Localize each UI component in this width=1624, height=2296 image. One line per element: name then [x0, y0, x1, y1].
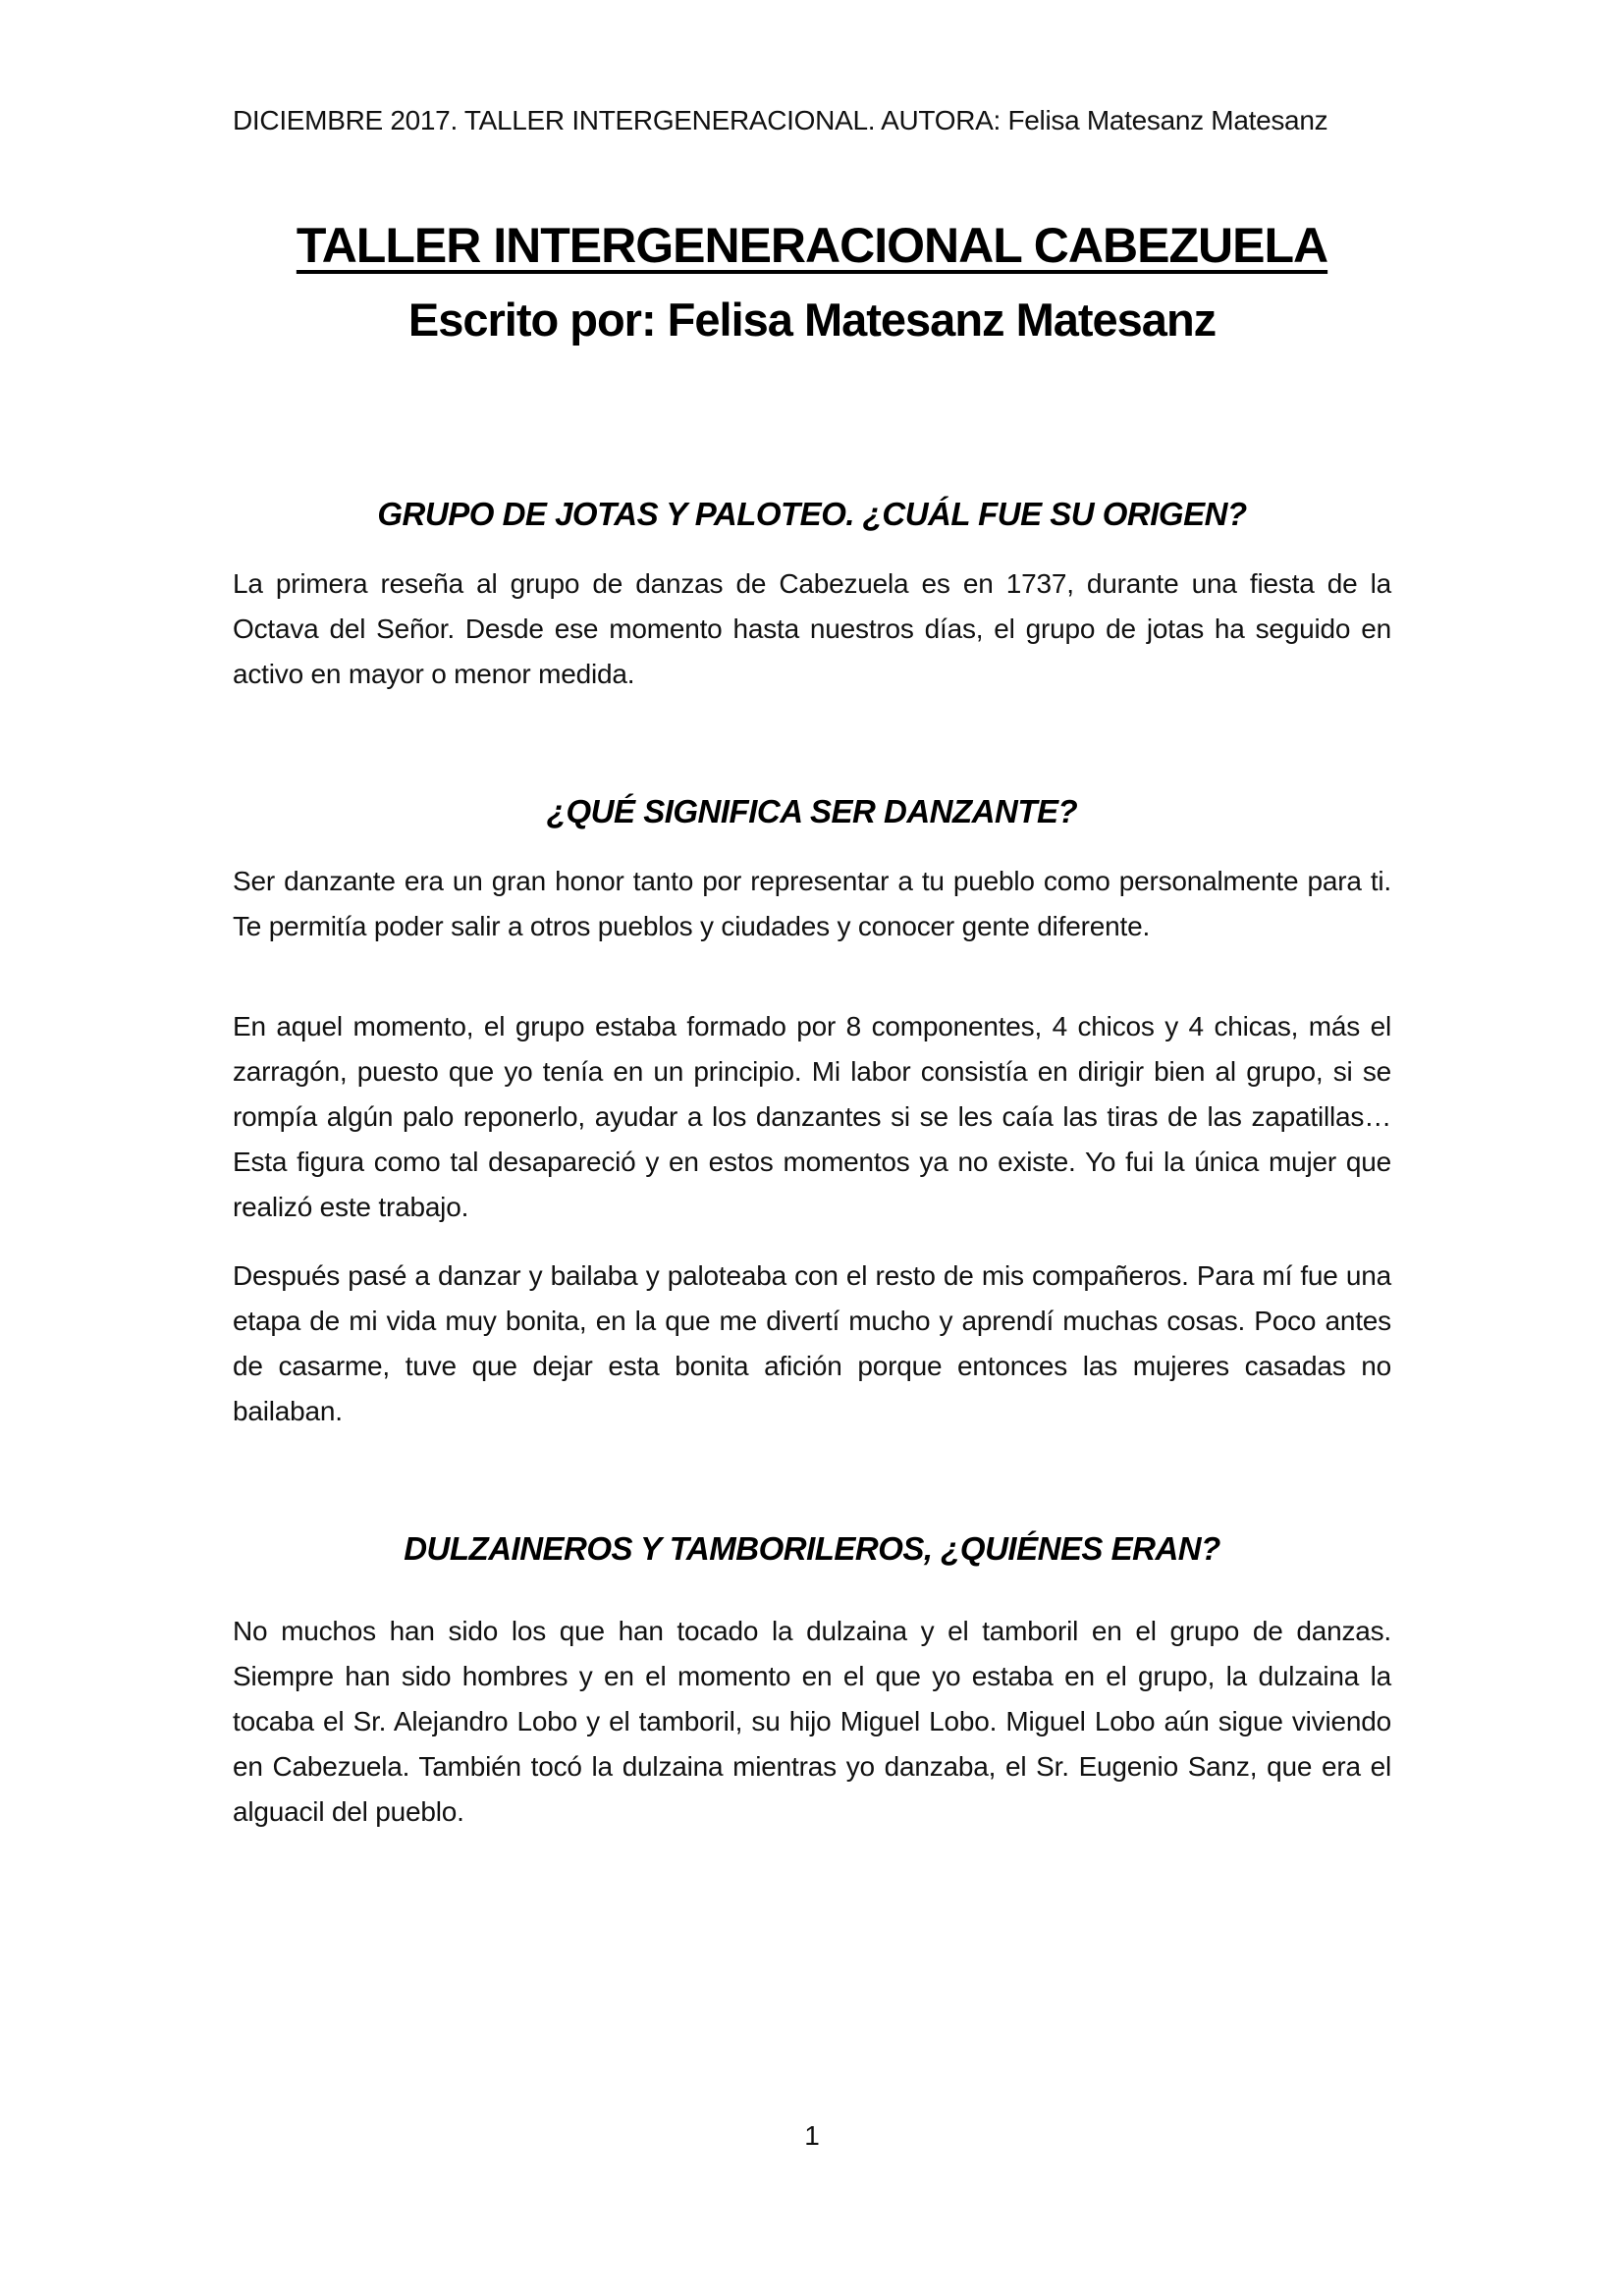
section-heading-dulzaineros: DULZAINEROS Y TAMBORILEROS, ¿QUIÉNES ERAN?: [404, 1530, 1220, 1567]
running-header: DICIEMBRE 2017. TALLER INTERGENERACIONAL. AUTORA: Felisa Matesanz Matesanz: [233, 105, 1328, 135]
paragraph-danzante-2: En aquel momento, el grupo estaba formado por 8 componentes, 4 chicos y 4 chicas, más el zarragón, puesto que yo tenía en un principio. Mi labor consistía en dirigir bien al grupo, si se rompía algún palo reponerlo, ayudar a los danzantes si se les caía las tiras de las zapatillas… Esta figura como tal desapareció y en estos momentos ya no existe. Yo fui la única mujer que realizó este trabajo.: [233, 1011, 1391, 1222]
paragraph-origen-1: La primera reseña al grupo de danzas de Cabezuela es en 1737, durante una fiesta de la Octava del Señor. Desde ese momento hasta nuestros días, el grupo de jotas ha seguido en activo en mayor o menor medida.: [233, 568, 1391, 689]
paragraph-dulzaineros-1: No muchos han sido los que han tocado la dulzaina y el tamboril en el grupo de danzas. Siempre han sido hombres y en el momento en el que yo estaba en el grupo, la dulzaina la tocaba el Sr. Alejandro Lobo y el tamboril, su hijo Miguel Lobo. Miguel Lobo aún sigue viviendo en Cabezuela. También tocó la dulzaina mientras yo danzaba, el Sr. Eugenio Sanz, que era el alguacil del pueblo.: [233, 1616, 1391, 1827]
document-subtitle: Escrito por: Felisa Matesanz Matesanz: [407, 294, 1217, 346]
document-title: TALLER INTERGENERACIONAL CABEZUELA: [296, 218, 1328, 273]
page-number: 1: [804, 2120, 820, 2151]
paragraph-danzante-1: Ser danzante era un gran honor tanto por representar a tu pueblo como personalmente para ti. Te permitía poder salir a otros pueblos y ciudades y conocer gente diferente.: [233, 866, 1391, 941]
paragraph-danzante-3: Después pasé a danzar y bailaba y paloteaba con el resto de mis compañeros. Para mí fue una etapa de mi vida muy bonita, en la que me divertí mucho y aprendí muchas cosas. Poco antes de casarme, tuve que dejar esta bonita afición porque entonces las mujeres casadas no bailaban.: [233, 1260, 1391, 1426]
section-heading-origen: GRUPO DE JOTAS Y PALOTEO. ¿CUÁL FUE SU ORIGEN?: [377, 496, 1247, 532]
section-heading-danzante: ¿QUÉ SIGNIFICA SER DANZANTE?: [546, 793, 1078, 829]
